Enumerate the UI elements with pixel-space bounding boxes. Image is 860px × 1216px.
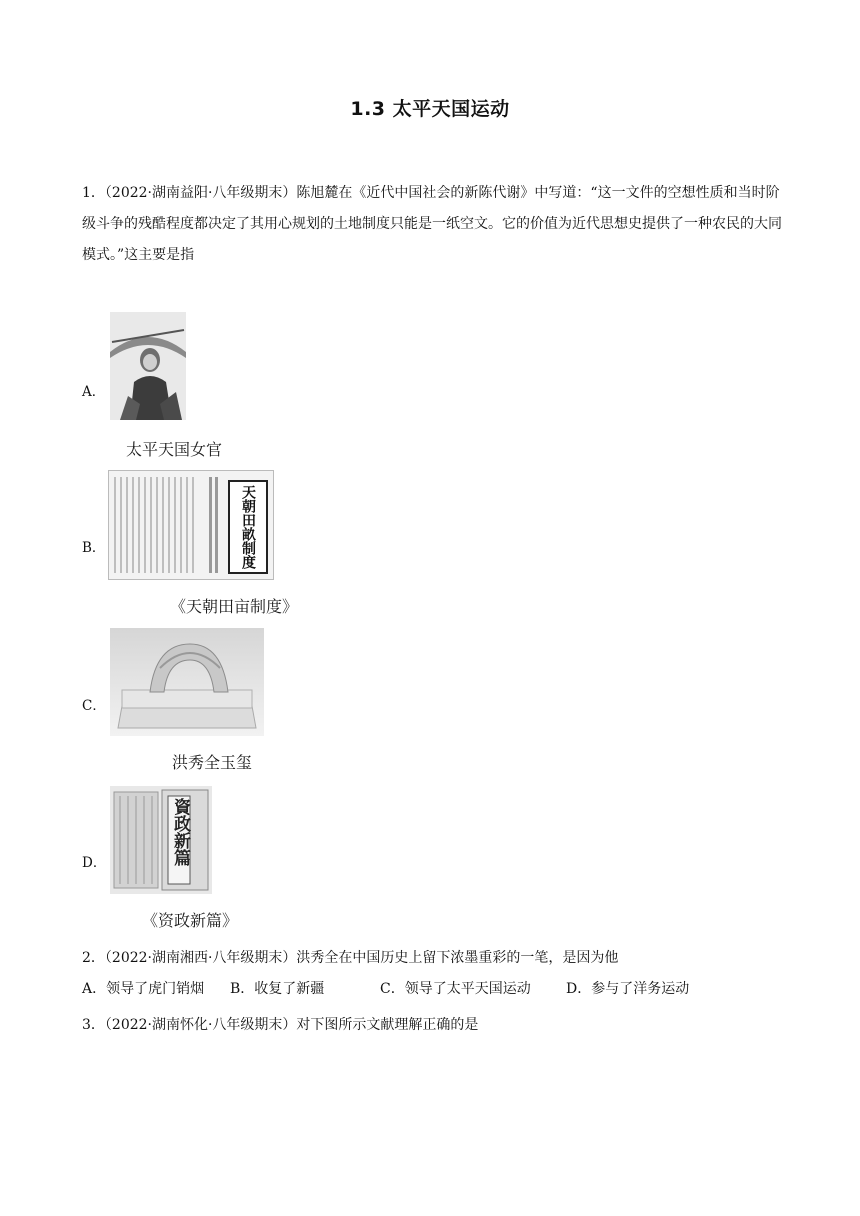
option-a-caption: 太平天国女官 xyxy=(126,440,223,459)
choice-c[interactable]: C．领导了太平天国运动 xyxy=(380,981,531,997)
option-c-label[interactable]: C． xyxy=(82,698,106,714)
option-d-label[interactable]: D． xyxy=(82,855,107,871)
female-official-photo xyxy=(110,312,186,420)
question-2-stem: 2．（2022·湖南湘西·八年级期末）洪秀全在中国历史上留下浓墨重彩的一笔，是因为他 xyxy=(82,950,619,966)
book-photo xyxy=(110,786,212,894)
question-1-stem: 1．（2022·湖南益阳·八年级期末）陈旭麓在《近代中国社会的新陈代谢》中写道：“这一文件的空想性质和当时阶级斗争的残酷程度都决定了其用心规划的土地制度只能是一纸空文。它的价值为近代思想史提供了一种农民的大同模式。”这主要是指 xyxy=(82,185,782,263)
jade-seal-photo xyxy=(110,628,264,736)
document-photo xyxy=(108,470,274,580)
page-title: 1.3 太平天国运动 xyxy=(350,98,510,120)
option-a-label[interactable]: A． xyxy=(82,384,106,400)
choice-d[interactable]: D．参与了洋务运动 xyxy=(566,981,690,997)
choice-b[interactable]: B．收复了新疆 xyxy=(230,981,325,997)
option-b-caption: 《天朝田亩制度》 xyxy=(170,597,299,616)
option-c-caption: 洪秀全玉玺 xyxy=(172,753,253,772)
option-d-caption: 《资政新篇》 xyxy=(142,911,239,930)
choice-a[interactable]: A．领导了虎门销烟 xyxy=(82,981,205,997)
question-3-stem: 3．（2022·湖南怀化·八年级期末）对下图所示文献理解正确的是 xyxy=(82,1017,479,1033)
book-title-inset: 資政新篇 xyxy=(170,798,190,866)
option-b-label[interactable]: B． xyxy=(82,540,106,556)
document-title-inset: 天朝田畝制度 xyxy=(240,485,256,569)
